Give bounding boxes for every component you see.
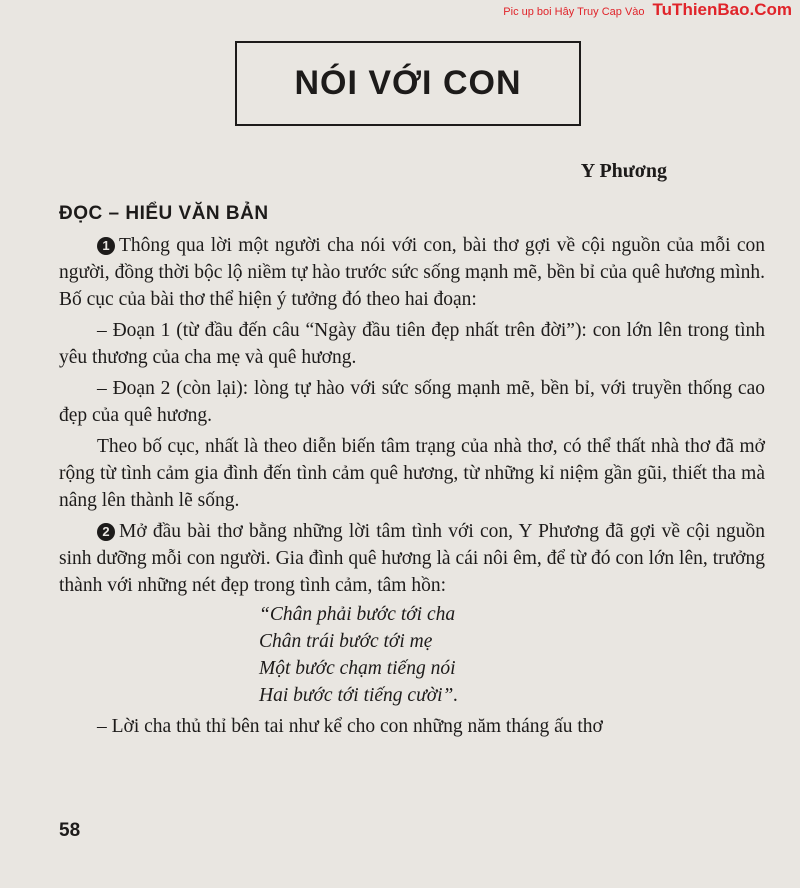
- paragraph-1-text: Thông qua lời một người cha nói với con, bài thơ gợi về cội nguồn của mỗi con người, đồng thời bộc lộ niềm tự hào trước sức sống mạnh mẽ, bền bỉ của quê hương mình. Bố cục của bài thơ thể hiện ý tưởng đó theo hai đoạn:: [59, 235, 765, 310]
- poem-line: Một bước chạm tiếng nói: [259, 658, 456, 679]
- title-frame: [235, 41, 581, 126]
- poem-line: Hai bước tới tiếng cười”.: [259, 685, 459, 706]
- watermark-site-link[interactable]: TuThienBao.Com: [652, 0, 792, 19]
- number-marker-2: 2: [97, 523, 115, 541]
- paragraph-5-text: Mở đầu bài thơ bằng những lời tâm tình với con, Y Phương đã gợi về cội nguồn sinh dưỡng mỗi con người. Gia đình quê hương là cái nôi êm, để từ đó con lớn lên, trưởng thành với những nét đẹp trong tình cảm, tâm hồn:: [59, 521, 765, 596]
- paragraph-4: Theo bố cục, nhất là theo diễn biến tâm trạng của nhà thơ, có thể thất nhà thơ đã mở rộng từ tình cảm gia đình đến tình cảm quê hương, từ những kỉ niệm gần gũi, thiết tha mà nâng lên thành lẽ sống.: [59, 436, 765, 511]
- page-number: 58: [59, 820, 81, 841]
- paragraph-3: – Đoạn 2 (còn lại): lòng tự hào với sức sống mạnh mẽ, bền bỉ, với truyền thống cao đẹp của quê hương.: [59, 378, 765, 426]
- paragraph-1: [59, 232, 765, 313]
- watermark: [503, 0, 792, 18]
- number-marker-1: 1: [97, 237, 115, 255]
- paragraph-6: – Lời cha thủ thỉ bên tai như kể cho con những năm tháng ấu thơ: [97, 716, 603, 737]
- section-heading: ĐỌC – HIỂU VĂN BẢN: [59, 203, 269, 224]
- paragraph-5: [59, 518, 765, 599]
- author-name: Y Phương: [580, 160, 667, 182]
- page-title: NÓI VỚI CON: [294, 64, 522, 102]
- watermark-caption: Pic up boi Hây Truy Cap Vào: [503, 6, 645, 18]
- poem-line: Chân trái bước tới mẹ: [259, 631, 433, 652]
- poem-quote: [259, 601, 765, 709]
- main-text: [59, 232, 765, 744]
- paragraph-2: – Đoạn 1 (từ đầu đến câu “Ngày đầu tiên đẹp nhất trên đời”): con lớn lên trong tình yêu thương của cha mẹ và quê hương.: [59, 320, 765, 368]
- poem-line: “Chân phải bước tới cha: [259, 604, 456, 625]
